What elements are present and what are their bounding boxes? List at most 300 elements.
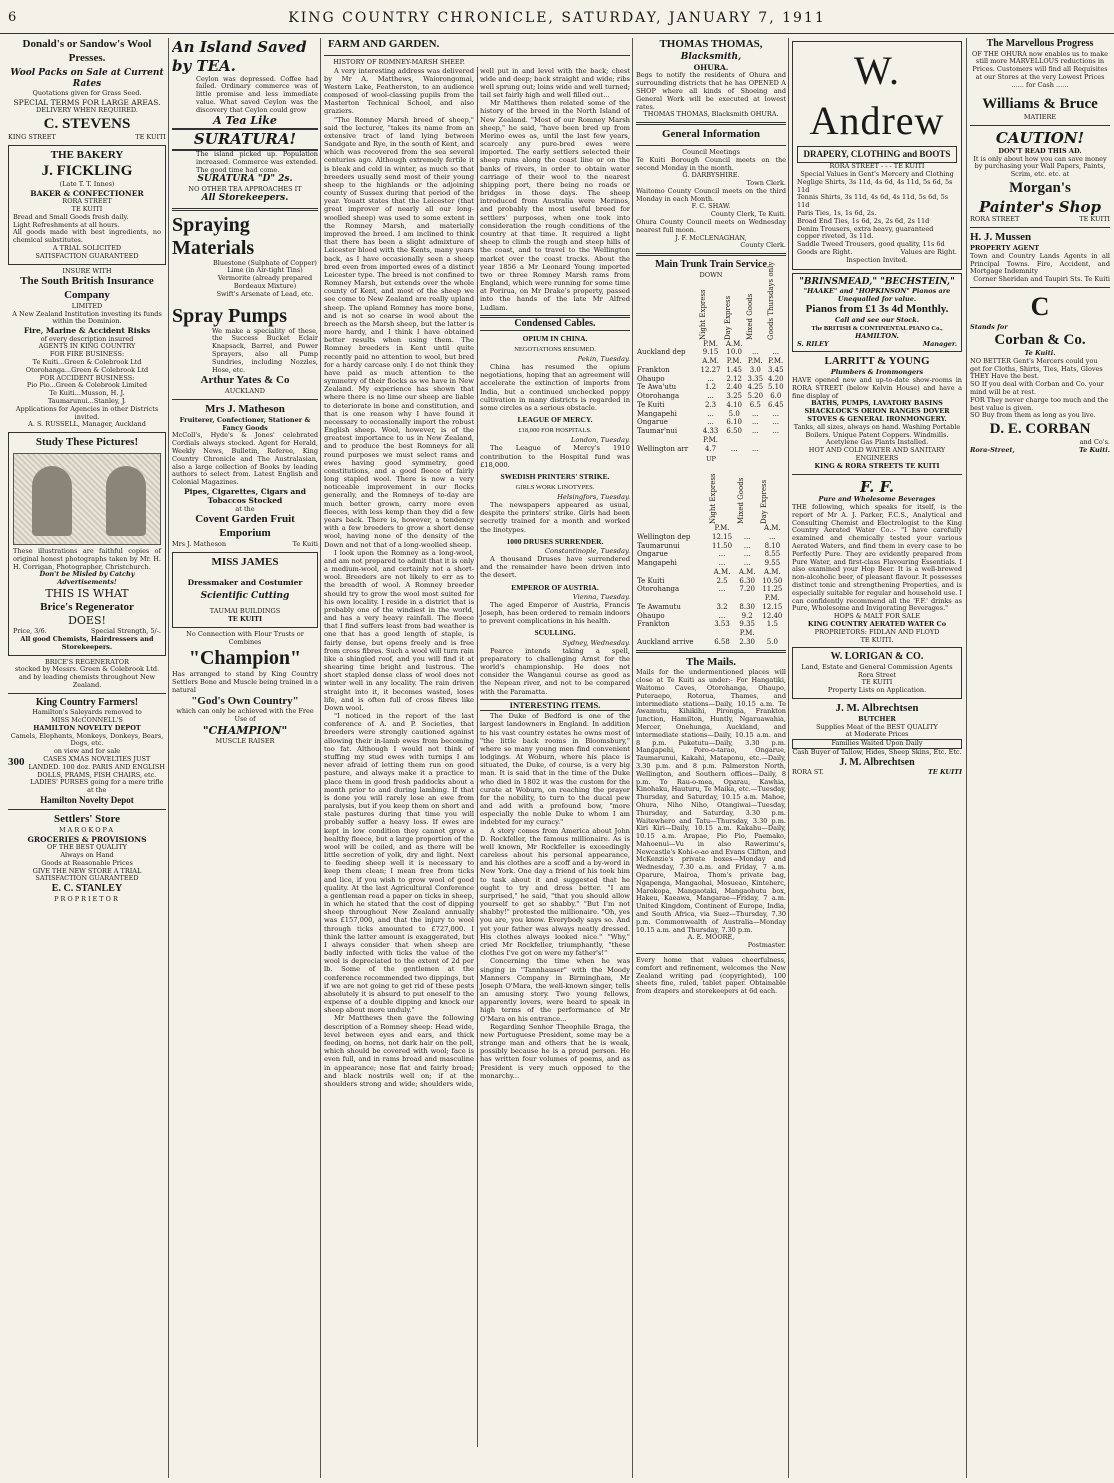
paragraph: A story comes from America about John D. Rockfeller, the famous millionaire. As is well known, Mr Rockfeller is exceedingly careless about his personal appearance, and his clothes are a scoff and a by-word in New York. One day a friend of his took him to task about it and suggested that he ought to try and dress better. "I am surprised," he said, "that you should allow yourself to get so shabby." "But I'm not shabby!" protested the millionaire. "Oh, yes you are, you know. Everybody says so. And yet your father was always neatly dressed. His clothes always looked nice." "Why," cried Mr Rockfeller, triumphantly, "these clothes I've got on were my father's!" <box>480 826 630 958</box>
departure-time: A.M. <box>713 567 731 576</box>
paragraph: A very interesting address was delivered by Mr A. Matthews, Waiorongomai, Western Lake, Featherston, to an audience composed of wool-classing pupils from the Masterton Technical School, and also graziers. <box>324 66 474 116</box>
ad-line: Fire, Marine & Accident Risks <box>23 326 151 336</box>
timetable-row <box>636 594 786 603</box>
ad-line: TAUMAI BUILDINGS <box>209 607 281 616</box>
ad-price: Price, 3/6. <box>13 627 47 636</box>
ad-title: Study These Pictures! <box>35 436 139 449</box>
departure-time: 9.2 <box>741 611 753 620</box>
ad-line: MATIERE <box>1023 113 1057 122</box>
departure-time: P.M. <box>768 357 784 366</box>
timetable-row <box>636 585 786 594</box>
ad-name: J. M. Albrechtsen <box>835 702 919 715</box>
ad-line: HAMILTON NOVELTY DEPOT <box>33 723 141 732</box>
ad-bakery <box>8 145 166 265</box>
station-name: Auckland arrive <box>637 637 694 646</box>
ad-settlers <box>8 813 166 903</box>
station-name: Otorohanga <box>637 585 680 594</box>
departure-time: ... <box>718 559 726 568</box>
timetable-row <box>636 568 786 577</box>
ad-line: TE KUITI <box>861 678 893 687</box>
ad-line: Property Lists on Application. <box>827 686 927 695</box>
ad-suratura <box>172 38 318 205</box>
ad-name: Brice's Regenerator <box>40 600 134 613</box>
ad-line: Wool Packs on Sale at Current Rates <box>10 67 164 89</box>
footer-notice: Every home that values cheerfulness, comfort and refinement, welcomes the New Zealand writing pad (copyrighted), 100 sheets fine, ruled, tablet paper. Obtainable from drapers and storekeepers at 6d each. <box>636 956 786 996</box>
ad-line: BUTCHER <box>858 714 896 723</box>
ad-line: Don't be Misled by Catchy Advertisements! <box>39 570 135 587</box>
ad-line: Hamilton's Saleyards removed to <box>32 708 142 717</box>
article-heading: NEGOTIATIONS RESUMED. <box>514 346 596 354</box>
ad-body: We make a speciality of these, the Success Bucket Eclair Knapsack, Barrel, and Power Sprayers, also all Pump Sundries, including Nozzles, Hose, etc. <box>212 326 318 374</box>
station-name: Taumarunui <box>637 541 680 550</box>
ad-items <box>797 179 957 249</box>
ad-title: An Island Saved by TEA. <box>172 38 307 75</box>
timetable-row <box>636 533 786 542</box>
dateline: Sydney, Wednesday. <box>562 638 630 647</box>
ad-line: Always on Hand <box>60 850 114 859</box>
departure-time: ... <box>751 418 759 427</box>
station-name: Taumar'nui <box>637 427 678 436</box>
ad-line: DELIVERY WHEN REQUIRED. <box>36 106 138 115</box>
timetable-heading: UP <box>706 455 716 464</box>
departure-time: ... <box>772 409 780 418</box>
timetable-heading: DOWN <box>699 270 723 279</box>
ad-line: Families Waited Upon Daily <box>792 739 962 749</box>
masthead-title: KING COUNTRY CHRONICLE, SATURDAY, JANUARY 7, 1911 <box>288 10 826 26</box>
departure-time: 3.35 <box>747 374 764 383</box>
departure-time <box>736 524 759 533</box>
departure-time: P.M. <box>764 594 780 603</box>
ad-name: J. FICKLING <box>41 163 133 180</box>
ad-line: SATISFACTION GUARANTEED <box>35 251 139 260</box>
ad-title: Spraying Materials <box>172 213 255 259</box>
ad-andrew <box>792 41 962 270</box>
ad-price: Special Strength, 5/-. <box>90 627 161 636</box>
column-4 <box>636 38 786 1478</box>
departure-time: 6.5 <box>749 400 761 409</box>
departure-time: 6.45 <box>767 400 784 409</box>
ad-line: A New Zealand Institution investing its funds within the Dominion. <box>12 309 162 326</box>
ad-line: Inspection Invited. <box>846 255 908 264</box>
ad-title: Donald's or Sandow's Wool Presses. <box>22 38 152 64</box>
departure-time: 1.2 <box>704 383 717 392</box>
ad-street: KING STREET <box>8 132 56 141</box>
ad-line: Special Values in Gent's Mercery and Clothing <box>800 170 954 179</box>
ad-line: Plumbers & Ironmongers <box>830 368 924 377</box>
paragraph: A thousand Druses have surrendered and the remainder have been driven into the desert. <box>480 555 630 580</box>
paragraph: Pearce intends taking a spell, preparatory to challenging Arnst for the world's championship. He does not consider the Wanganui course as good as the Nepean river, and not to be compared with the Paramatta. <box>480 646 630 696</box>
station-name: Mangapehi <box>637 409 677 418</box>
departure-time: P.M. <box>703 339 718 348</box>
notice-signature: F. C. SHAW. <box>691 202 731 211</box>
ad-signature: THOMAS THOMAS, Blacksmith OHURA. <box>643 110 779 119</box>
ad-albrechtsen <box>792 702 962 777</box>
ad-line: Fruiterer, Confectioner, Stationer & Fancy Goods <box>179 415 311 432</box>
section-general-information <box>636 128 786 250</box>
departure-time: 6.30 <box>739 576 755 585</box>
ad-line: PROPERTY AGENT <box>970 244 1040 253</box>
ad-line: Covent Garden Fruit Emporium <box>195 513 295 540</box>
ad-line: BATHS, PUMPS, LAVATORY BASINS SHACKLOCK'S ORION RANGES DOVER STOVES & GENERAL IRONMONGERY. <box>804 399 950 423</box>
notice: Ohura County Council meets on Wednesday nearest full moon. <box>636 218 786 234</box>
ad-title: Mrs J. Matheson <box>205 402 285 415</box>
timetable-column-header: Goods Thursdays only <box>766 261 775 340</box>
ad-line: at the <box>235 504 255 513</box>
column-6 <box>792 38 962 1478</box>
masthead <box>0 10 1114 34</box>
station-name <box>636 594 708 603</box>
article-title: FARM AND GARDEN. <box>328 38 440 50</box>
station-name: Te Kuiti <box>637 400 665 409</box>
price-line: Broad End Ties, 1s 6d, 2s, 2s 6d, 2s 11d <box>797 216 930 225</box>
station-name: Frankton <box>637 620 670 629</box>
notice-signature: A. E. MOORE, <box>687 933 735 942</box>
ad-line: OHURA. <box>693 63 729 72</box>
ad-line: Supplies Meat of the BEST QUALITY <box>816 722 938 731</box>
ad-line: "BRINSMEAD," "BECHSTEIN," <box>799 276 955 287</box>
ad-name: THOMAS THOMAS, <box>659 38 763 50</box>
ad-line: Rora Street <box>857 670 897 679</box>
timetable-column-header: Night Express <box>709 473 718 525</box>
spray-items <box>172 260 318 299</box>
departure-time: 3.0 <box>749 365 761 374</box>
ad-line: Pure and Wholesome Beverages <box>818 495 936 504</box>
ad-letter: C <box>1030 292 1050 321</box>
notice-signature: Town Clerk. <box>746 179 786 188</box>
departure-time <box>766 445 786 454</box>
departure-time: 6.58 <box>714 637 730 646</box>
ad-thomas <box>636 38 786 119</box>
ad-line: All Storekeepers. <box>201 193 289 204</box>
timetable-row <box>636 445 786 454</box>
price-line: Denim Trousers, extra heavy, guaranteed copper riveted, 3s 11d. <box>797 224 934 241</box>
ad-body: Begs to notify the residents of Ohura and surrounding districts that he has OPENED A SHOP where all kinds of Shoeing and General Work will be executed at lowest rates. <box>636 71 786 111</box>
ad-title: King Country Farmers! <box>35 696 139 708</box>
ad-line: Te Kuiti. <box>1024 349 1056 358</box>
ad-line: NO BETTER Gent's Mercers could you get for Cloths, Shirts, Ties, Hats, Gloves <box>970 356 1103 373</box>
departure-time: 2.3 <box>704 400 717 409</box>
departure-time: 3.53 <box>714 620 730 629</box>
paragraph: Concerning the time when he was singing in "Tannhauser" with the Moody Manners Company in Birmingham, Mr Joseph O'Mara, the well-known singer, tells an amusing story. Two young fellows, apparently lovers, were heard to speak in high terms of the performance of Mr O'Mara on his entrance... <box>480 957 630 1023</box>
ad-body: OF THE OHURA now enables us to make still more MARVELLOUS reductions in Prices. Customers will find all Requisites at our Stores at the very Lowest Prices ...... for Cash ...... <box>972 49 1108 89</box>
ad-line: HAMILTON. <box>855 331 899 340</box>
ad-line: "CHAMPION" <box>202 724 288 738</box>
ad-line: MAROKOPA <box>58 826 116 835</box>
departure-time <box>708 629 735 638</box>
ad-line: Pio Pio...Green & Colebrook Limited <box>26 381 148 390</box>
timetable-column-header: Night Express <box>698 288 707 340</box>
departure-time: 2.40 <box>726 383 743 392</box>
ad-line: DON'T READ THIS AD. <box>998 146 1082 155</box>
timetable-row <box>636 375 786 384</box>
timetable-row <box>636 559 786 568</box>
ad-line: SO Buy from them as long as you live. <box>970 411 1096 420</box>
departure-time: 3.25 <box>726 392 743 401</box>
departure-time: ... <box>751 409 759 418</box>
station-name: Te Awamutu <box>637 602 681 611</box>
departure-time: 5.20 <box>747 392 764 401</box>
ad-line: Otorohanga...Green & Colebrook Ltd <box>25 365 149 374</box>
notice-signature: Postmaster. <box>747 941 786 950</box>
ad-title: Spray Pumps <box>172 304 288 327</box>
departure-time <box>736 594 759 603</box>
ad-line: DRAPERY, CLOTHING and BOOTS <box>797 146 957 163</box>
ad-line: FOR FIRE BUSINESS: <box>49 350 125 359</box>
timetable-row <box>636 427 786 436</box>
ad-signature: J. M. Albrechtsen <box>839 756 915 768</box>
departure-time <box>708 594 735 603</box>
departure-time: P.M. <box>703 435 718 444</box>
ad-line: BRICE'S REGENERATOR <box>44 657 130 666</box>
paragraph: The Duke of Bedford is one of the largest landowners in England. In addition to his vast country estates he owns most of "the little back rooms in Bloomsbury," where so many young men find convenient lodgings. At Woburn, where his place is situated, the Duke, of course, is a very big man. It is said that in the time of the Duke who died in 1802 it was the custom for the curate at Woburn, on reaching the prayer for the nobility, to turn to the ducal pew and add with a profound bow, "more especially the noble Duke to whom I am indebted for my curacy." <box>480 712 630 827</box>
ad-name: Arthur Yates & Co <box>200 374 290 387</box>
departure-time: 3.2 <box>716 602 728 611</box>
ad-line: KING & RORA STREETS TE KUITI <box>814 461 940 470</box>
departure-time: 4.7 <box>704 444 717 453</box>
departure-time: 11.25 <box>762 585 783 594</box>
ad-street: RORA STREET <box>970 215 1020 224</box>
ad-line: Pianos from £1 3s 4d Monthly. <box>805 303 949 316</box>
article-heading: INTERESTING ITEMS. <box>480 699 630 711</box>
ad-lorigan <box>792 647 962 699</box>
paragraph: I look upon the Romney as a long-wool, and am not prepared to admit that it is only a medium-wool, and certainly not a short-wool. Breeders are not likely to err as to the breadth of wool. A Romney breeder should try to grow the wool most suited for his own locality. I reside in a district that is probably one of the windiest in the world, and has a very heavy rainfall. The fleece that I find suffers least from bad weather is one that has a good length of staple, is fairly dense, but opens freely and is free from cross fibres. Such a wool will turn rain like a shingled roof, and you will find it at shearing time bright and lustrous. The short stapled dense class of wool does not winter well in any locality. The rain driven straight into it, it becomes wasted, loses life, and is often full of cross fibres like Down wool. <box>324 548 474 712</box>
ad-line: and Co's. <box>1079 437 1110 446</box>
spray-item: Lime (in Air-tight Tins) <box>227 266 303 275</box>
departure-time: P.M. <box>726 357 742 366</box>
ad-james <box>172 552 318 628</box>
ad-line: AUCKLAND <box>225 387 265 396</box>
departure-time: ... <box>772 427 780 436</box>
article-body <box>324 67 630 1447</box>
article-heading: SCULLING. <box>534 628 576 638</box>
departure-time: 10.0 <box>726 348 743 357</box>
departure-time: 11.50 <box>711 541 733 550</box>
paragraph: "The Romney Marsh breed of sheep," said the lecturer, "takes its name from an extensive tract of land lying between Sandgate and Rye, in the south of Kent, and which was recovered from the sea several centuries ago. Although extremely fertile it is bleak and cold in winter, as much so that breeders usually send most of their young sheep to the highlands or the adjoining county of Sussex during that period of the year. Youatt states that the Leicester (that great improver of nearly all our long-woolled sheep) was used to some extent in the Romney Marsh, and materially improved the breed. I am inclined to think that there has been a slight admixture of Leicester blood with the Kents, many years back, as I have occasionally seen a sheep bred even from imported ewes of a distinct Leicester type. The breed is not confined to Romney Marsh, but extends over the whole county of Kent, and most of the sheep we see come to New Zealand are really upland sheep. The upland Romney has more bone, and is not so coarse in wool about the breech as the Marsh sheep, but the latter is more hardy, and I think I have obtained better results when using them. The Romney breeders in Kent until quite recently paid no attention to wool, but bred for a hardy carcase only. I do not think they have paid as much attention to the symmetry of their flocks as we have in New Zealand. My experience has shown that where there is no lime our sheep are liable to deteriorate in bone and constitution, and that is one reason why I have found it necessary to occasionally import the robust English sheep. Wool, however, is of the greatest importance to us in New Zealand, and to produce the best Romneys for all round purposes we must select rams and ewes having good symmetry, good constitutions, and a good fleece of fairly long stapled wool. There is now a very noticeable improvement in our flocks generally, and the Romneys of to-day are much better grown, carry more even fleeces, with less kemp than they did a few years back. There is, however, a tendency with a few breeders to grow a short dense wool, having none of the density of the Down and not that of a long-woolled sheep. <box>324 115 474 549</box>
timetable-row <box>636 392 786 401</box>
article-heading: SWEDISH PRINTERS' STRIKE. <box>500 471 610 481</box>
ad-line: DOES! <box>68 614 106 628</box>
ad-title: CAUTION! <box>995 129 1085 148</box>
ad-street: RORA ST. <box>792 768 824 777</box>
station-name: Te Awa'utu <box>637 383 677 392</box>
timetable-row <box>636 524 786 533</box>
ad-line: Camels, Elephants, Monkeys, Donkeys, Bears, Dogs, etc. <box>10 731 164 748</box>
departure-time: 4.33 <box>702 427 719 436</box>
article-heading: Condensed Cables. <box>480 315 630 331</box>
ad-line: Hamilton Novelty Depot <box>40 795 134 806</box>
departure-time: 2.30 <box>739 637 755 646</box>
ad-town: TE KUITI <box>927 768 962 777</box>
ad-line: A TRIAL SOLICITED <box>52 243 122 252</box>
departure-time: A.M. <box>764 567 781 576</box>
notice-signature: County Clerk. <box>740 241 786 250</box>
station-name <box>636 357 698 366</box>
ad-line: These illustrations are faithful copies of original honest photographs taken by Mr. H. H. Corrigan, Photographer, Christchurch. <box>13 546 161 571</box>
station-name: Frankton <box>637 365 670 374</box>
ad-line: Acetylene Gas Plants Installed. <box>825 438 929 447</box>
ad-progress <box>970 38 1110 89</box>
paragraph: Regarding Senhor Theophile Braga, the new Portuguese President, some may be a strange man and others that he is weak, possibly because he is a proud person. He has written four volumes of poems, and as President is very much opposed to the monarchy... <box>480 1022 630 1080</box>
dateline: Helsingfors, Tuesday. <box>557 492 630 501</box>
ad-line: HOT AND COLD WATER AND SANITARY ENGINEERS <box>808 446 946 462</box>
departure-time: 5.10 <box>767 383 784 392</box>
ad-insurance <box>8 268 166 430</box>
column-7 <box>966 38 1110 1478</box>
departure-time: ... <box>751 427 759 436</box>
ad-body: Has arranged to stand by King Country Settlers Bone and Muscle being trained in a natural <box>172 670 318 694</box>
departure-time: ... <box>707 374 714 383</box>
departure-time: 7.20 <box>739 585 755 594</box>
ad-morgan <box>970 129 1110 224</box>
dateline: Constantinople, Tuesday. <box>544 546 630 555</box>
ad-body: The island picked up. Population increased. Commerce was extended. The good time had come. <box>196 149 318 174</box>
dateline: London, Tuesday. <box>570 436 630 445</box>
ad-line: Painter's Shop <box>978 197 1102 216</box>
ad-line: PROPRIETORS: FIDLAN AND FLOYD <box>814 627 940 636</box>
notice-signature: County Clerk, Te Kuiti. <box>710 210 786 219</box>
timetable-row <box>636 612 786 621</box>
timetable-row <box>636 542 786 551</box>
departure-time: ... <box>718 611 726 620</box>
dateline: Pekin, Tuesday. <box>577 354 630 363</box>
departure-time: 2.12 <box>726 374 743 383</box>
ad-line: All goods made with best ingredients, no chemical substitutes. <box>13 228 161 245</box>
timetable-row <box>636 603 786 612</box>
timetable-row <box>636 418 786 427</box>
departure-time: P.M. <box>739 629 755 638</box>
departure-time: 6.50 <box>726 427 743 436</box>
ad-line: on view and for sale <box>53 747 121 756</box>
departure-time: ... <box>718 550 726 559</box>
timetable-row <box>636 357 786 366</box>
ad-signature: Manager. <box>922 339 957 348</box>
ad-line: INSURE WITH <box>62 266 112 275</box>
section-title: Main Trunk Train Service <box>655 259 767 271</box>
ad-town: Te Kuiti. <box>1079 445 1110 454</box>
ad-yates <box>172 214 318 396</box>
column-rule <box>320 38 321 1478</box>
portrait-image <box>13 453 161 545</box>
timetable-up <box>636 464 786 647</box>
ad-title: THE BAKERY <box>50 148 124 161</box>
timetable-row <box>636 436 786 445</box>
ad-line: MUSCLE RAISER <box>215 736 275 745</box>
departure-time: 10.50 <box>762 576 783 585</box>
departure-time: ... <box>751 444 759 453</box>
ad-brice-stock <box>8 659 166 690</box>
ad-number: 300 <box>8 756 25 769</box>
departure-time: ... <box>772 348 780 357</box>
ad-line: KING COUNTRY AERATED WATER Co <box>807 620 947 628</box>
notice: Waitomo County Council meets on the third Monday in each Month. <box>636 186 786 203</box>
departure-time: 5.0 <box>728 409 740 418</box>
paragraph: The newspapers appeared as usual, despite the printers' strike. Girls had been secretly trained for a month and worked the linotypes. <box>480 501 630 534</box>
ad-address: Corner Sheridan and Taupiri Sts. Te Kuiti <box>973 275 1110 284</box>
station-name: Ongarue <box>637 550 668 559</box>
article-subtitle: HISTORY OF ROMNEY-MARSH SHEEP. <box>333 57 465 66</box>
ad-line: GROCERIES & PROVISIONS <box>27 834 147 844</box>
ad-title: F. F. <box>860 477 894 496</box>
ad-line: FOR ACCIDENT BUSINESS: <box>39 373 135 382</box>
ad-line: Scientific Cutting <box>200 590 290 601</box>
paragraph: The League of Mercy's 1910 contribution to the Hospital fund was £18,000. <box>480 444 630 469</box>
departure-time <box>745 340 765 349</box>
timetable-column-header: Day Express <box>724 295 733 340</box>
ad-line: Values are Right. <box>900 248 957 257</box>
section-mails <box>636 656 786 950</box>
ad-line: All good Chemists, Hairdressers and Storekeepers. <box>20 634 154 651</box>
ad-line: No Connection with Flour Trusts or Combines <box>186 629 304 646</box>
station-name: Mangapehi <box>637 559 677 568</box>
ad-line: Goods are Right. <box>797 248 853 257</box>
station-name: Te Kuiti <box>637 576 665 585</box>
departure-time: 12.40 <box>762 611 783 620</box>
station-name <box>636 524 708 533</box>
ad-ff <box>792 478 962 645</box>
ad-body: McColl's, Hyde's & Jones' celebrated Cordials always stocked. Agent for Herald, Weekly News, Bulletin, Referee, King Country Chronicle and The Australasian, also a large collection of Books by leading authors to select from. Latest English and Colonial Magazines. <box>172 431 318 487</box>
timetable-row <box>636 638 786 647</box>
departure-time: 4.20 <box>767 374 784 383</box>
ad-line: Blacksmith, <box>680 51 742 62</box>
timetable-row <box>636 550 786 559</box>
paragraph: Mr Matthews then related some of the history of the breed in the North Island of New Zealand. "Most of our Romney Marsh sheep," he said, "have been bred up from Merino ewes as, until the last few years, scarcely any pure-bred ewes were imported. The early settlers selected their sheep runs along the coast line or on the banks of rivers, in order to obtain water carriage of their wool to the nearest shipping port, there being no roads or bridges in those days. The sheep introduced from Australia were Merinos, and probably the most useful breed for settlers' purposes, when one took into consideration the rough conditions of the country at that time. It required a light sheep to climb the rough and steep hills of the coast, and to travel to the Wellington market over the coast tracks. About the year 1856 a Mr Leonard Young imported two or three Romney Marsh rams from England, which were running for some time at Porirua, on Mr Drake's property, passed into the hands of the late Mr Alfred Ludlam. <box>480 99 630 312</box>
price-line: Neglige Shirts, 3s 11d, 4s 6d, 4s 11d, 5s 6d, 5s 11d <box>797 177 953 194</box>
ad-town: Te Kuiti <box>292 539 318 548</box>
ad-title: The Marvellous Progress <box>986 38 1094 49</box>
ad-line: PROPRIETOR <box>54 894 120 903</box>
ad-line: OF THE BEST QUALITY <box>47 843 127 852</box>
ad-line: (Late T. T. Innes) <box>59 180 115 189</box>
ad-line: RORA STREET <box>62 197 112 206</box>
departure-time: 1.5 <box>766 620 778 629</box>
ad-line: Bread and Small Goods fresh daily. <box>13 212 129 221</box>
departure-time <box>723 436 745 445</box>
timetable-row <box>636 366 786 375</box>
departure-time: P.M. <box>747 357 763 366</box>
departure-time <box>766 436 786 445</box>
ad-name: The South British Insurance Company <box>20 275 154 302</box>
ad-line: SPECIAL TERMS FOR LARGE AREAS. <box>13 97 161 107</box>
ad-name: H. J. Mussen <box>970 231 1032 244</box>
ad-street: Rora-Street, <box>970 445 1015 454</box>
ad-matheson <box>172 403 318 549</box>
column-rule <box>632 38 633 1478</box>
timetable-row <box>636 383 786 392</box>
ad-line: stocked by Messrs. Green & Colebrook Ltd. and by leading chemists throughout New Zealand. <box>14 665 160 689</box>
timetable-row <box>636 577 786 586</box>
departure-time <box>759 629 786 638</box>
departure-time: 4.10 <box>726 400 743 409</box>
article-heading: £18,000 FOR HOSPITALS. <box>518 427 592 435</box>
ad-signature: S. RILEY <box>797 339 829 348</box>
timetable-column-header: Day Express <box>759 479 768 525</box>
ad-corban <box>970 291 1110 455</box>
ad-name: E. C. STANLEY <box>51 883 123 895</box>
ad-title: MISS JAMES <box>211 555 279 568</box>
ad-signature: D. E. CORBAN <box>989 421 1091 438</box>
departure-time: 8.55 <box>764 550 781 559</box>
station-name: Auckland dep <box>637 348 686 357</box>
departure-time: ... <box>707 409 714 418</box>
station-name <box>636 340 698 349</box>
ad-name: W. LORIGAN & CO. <box>830 651 924 663</box>
ad-brice <box>8 432 166 655</box>
ad-line: NO OTHER TEA APPROACHES IT <box>188 184 302 193</box>
ad-name: Corban & Co. <box>994 332 1086 349</box>
station-name <box>636 436 698 445</box>
paragraph: The aged Emperor of Austria, Francis Joseph, has been ordered to remain indoors to prevent complications in his health. <box>480 600 630 626</box>
spray-item: Vermorite (already prepared Bordeaux Mixture) <box>217 274 313 291</box>
